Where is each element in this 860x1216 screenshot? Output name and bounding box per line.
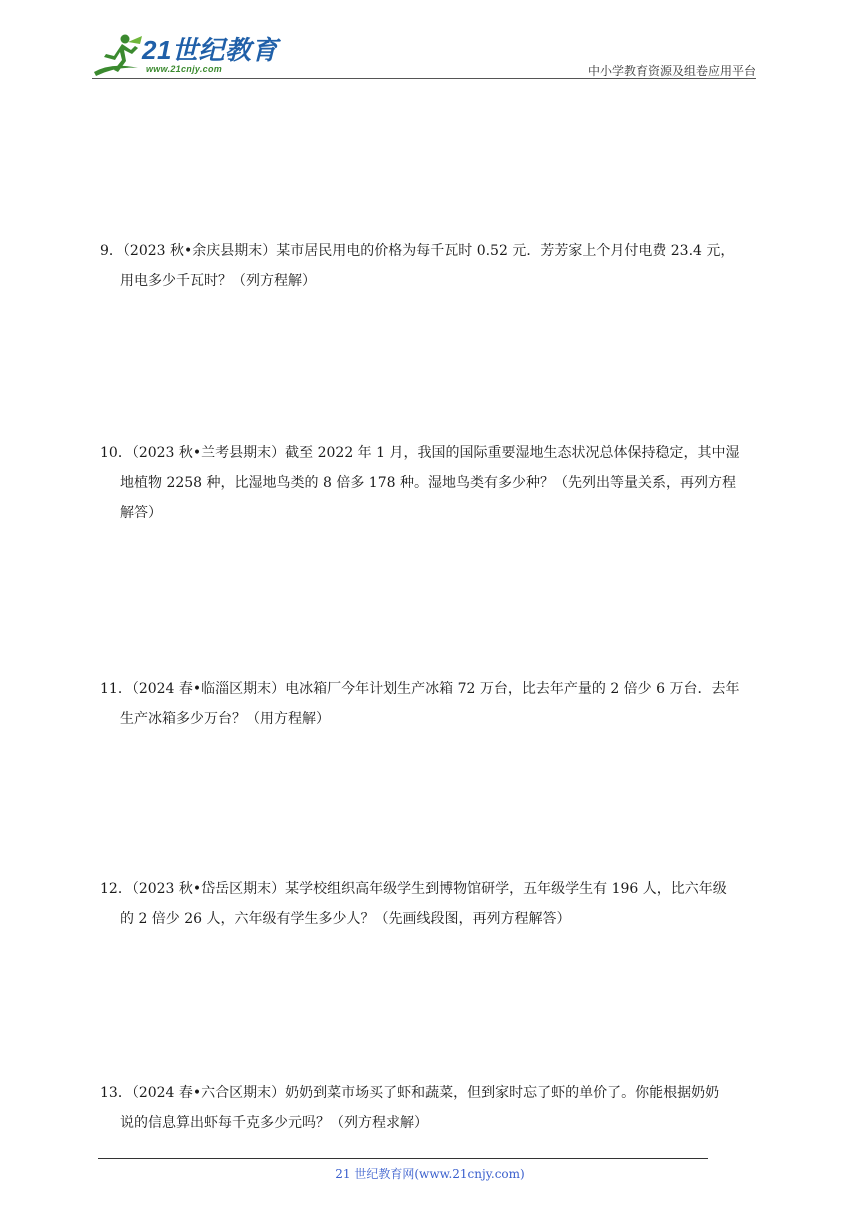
platform-text: 中小学教育资源及组卷应用平台 [587, 64, 756, 78]
page-header [0, 0, 860, 90]
logo-url: www.21cnjy.com [146, 64, 223, 74]
question-11 [100, 674, 764, 734]
question-line: 9．（2023 秋•余庆县期末）某市居民用电的价格为每千瓦时 0.52 元．芳芳家上个月付电费 23.4 元， [100, 243, 735, 259]
question-9 [100, 236, 764, 296]
site-logo[interactable] [92, 32, 278, 78]
question-line: 用电多少千瓦时？（列方程解） [120, 273, 316, 289]
question-line: 解答） [120, 505, 162, 521]
question-line: 生产冰箱多少万台？（用方程解） [120, 711, 330, 727]
logo-text: 21世纪教育 [142, 35, 278, 65]
runner-logo-icon [92, 32, 144, 78]
question-13 [100, 1078, 764, 1138]
question-line: 地植物 2258 种，比湿地鸟类的 8 倍多 178 种。湿地鸟类有多少种？（先列出等量关系，再列方程 [120, 475, 736, 491]
question-12 [100, 874, 764, 934]
question-line: 说的信息算出虾每千克多少元吗？（列方程求解） [120, 1115, 428, 1131]
question-line: 的 2 倍少 26 人，六年级有学生多少人？（先画线段图，再列方程解答） [120, 911, 571, 927]
header-divider [92, 78, 756, 79]
question-line: 10．（2023 秋•兰考县期末）截至 2022 年 1 月，我国的国际重要湿地生态状况总体保持稳定，其中湿 [100, 445, 740, 461]
footer-link[interactable]: 21 世纪教育网(www.21cnjy.com) [335, 1167, 525, 1181]
question-line: 13．（2024 春•六合区期末）奶奶到菜市场买了虾和蔬菜，但到家时忘了虾的单价了。你能根据奶奶 [100, 1085, 720, 1101]
question-line: 12．（2023 秋•岱岳区期末）某学校组织高年级学生到博物馆研学，五年级学生有 196 人，比六年级 [100, 881, 727, 897]
question-line: 11．（2024 春•临淄区期末）电冰箱厂今年计划生产冰箱 72 万台，比去年产量的 2 倍少 6 万台．去年 [100, 681, 740, 697]
footer-divider [98, 1158, 708, 1159]
question-10 [100, 438, 764, 528]
